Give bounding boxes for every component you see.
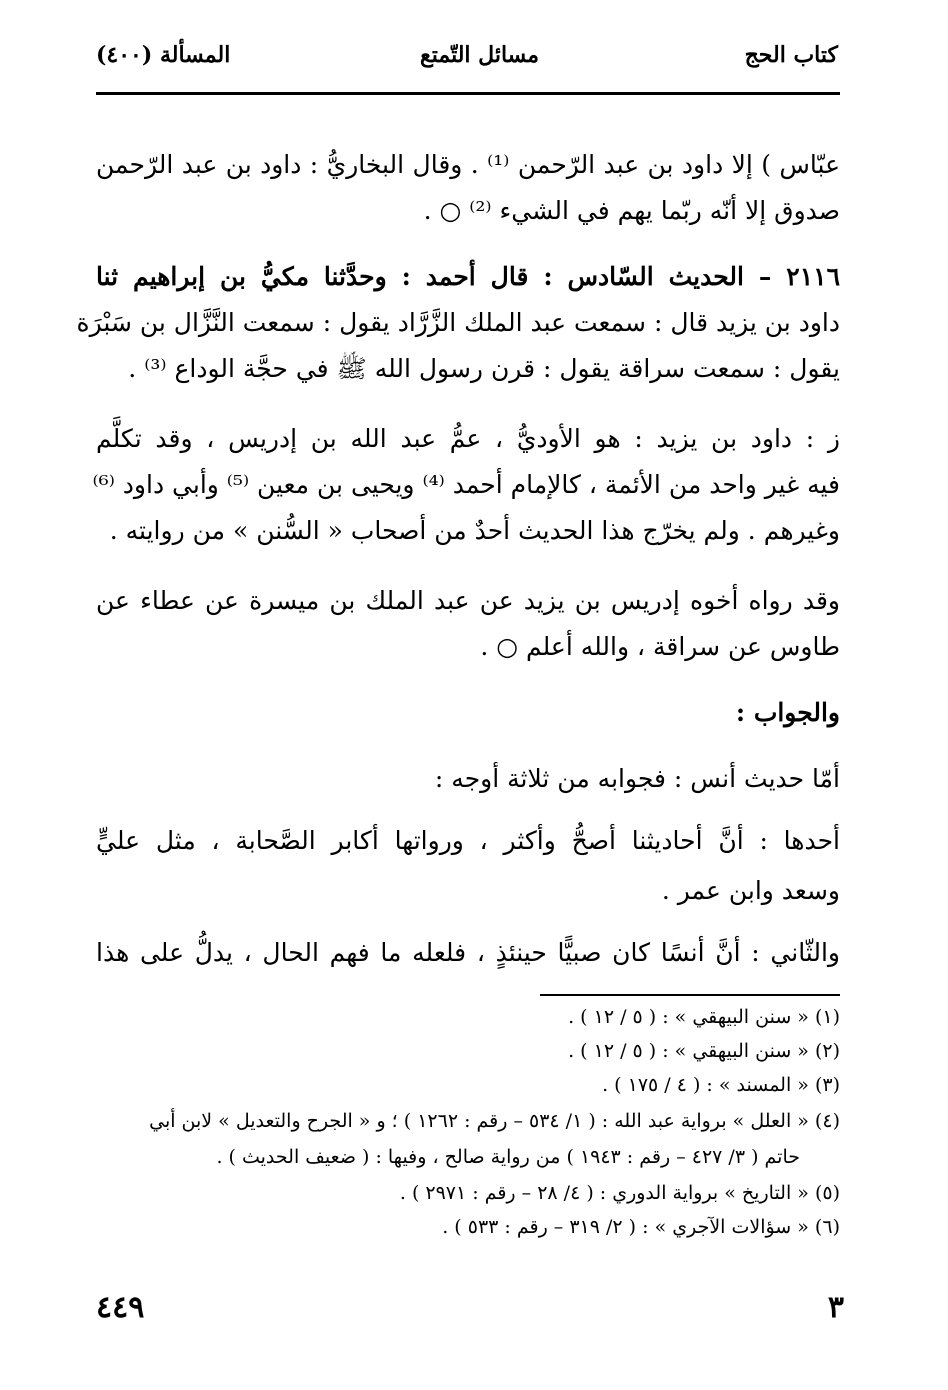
footnote: (٣) « المسند » : ( ٤ / ١٧٥ ) . <box>602 1074 840 1096</box>
body-line: طاوس عن سراقة ، والله أعلم ○ . <box>480 632 840 661</box>
page-number-right: ٣ <box>827 1290 844 1325</box>
footnote-divider <box>540 994 840 996</box>
footnote: (٢) « سنن البيهقي » : ( ٥ / ١٢ ) . <box>568 1040 840 1062</box>
body-line: وغيرهم . ولم يخرّج هذا الحديث أحدٌ من أصحاب « السُّنن » من روايته . <box>109 516 840 545</box>
footnote-continuation: حاتم ( ٣/ ٤٢٧ – رقم : ١٩٤٣ ) من رواية صالح ، وفيها : ( ضعيف الحديث ) . <box>216 1146 800 1168</box>
body-line: داود بن يزيد قال : سمعت عبد الملك الزَّرَّاد يقول : سمعت النَّزَّال بن سَبْرَة <box>76 308 840 337</box>
running-header-chapter: مسائل التّمتع <box>420 42 540 68</box>
body-line: والجواب : <box>735 698 840 727</box>
body-line: صدوق إلا أنّه ربّما يهم في الشيء ⁽²⁾ ○ . <box>423 196 840 225</box>
body-line: أحدها : أنَّ أحاديثنا أصحُّ وأكثر ، ورواتها أكابر الصَّحابة ، مثل عليٍّ <box>96 826 840 855</box>
body-line: عبّاس ) إلا داود بن عبد الرّحمن ⁽¹⁾ . وقال البخاريُّ : داود بن عبد الرّحمن <box>96 150 840 179</box>
body-line: يقول : سمعت سراقة يقول : قرن رسول الله ﷺ في حجَّة الوداع ⁽³⁾ . <box>128 354 840 383</box>
body-line: ز : داود بن يزيد : هو الأوديُّ ، عمُّ عبد الله بن إدريس ، وقد تكلَّم <box>96 424 840 453</box>
page-number-left: ٤٤٩ <box>96 1290 145 1325</box>
body-line: والثّاني : أنَّ أنسًا كان صبيًّا حينئذٍ ، فلعله ما فهم الحال ، يدلُّ على هذا <box>96 938 840 967</box>
footnote: (٦) « سؤالات الآجري » : ( ٢/ ٣١٩ – رقم : ٥٣٣ ) . <box>442 1216 840 1238</box>
running-header-issue: المسألة (٤٠٠) <box>96 42 231 68</box>
body-line: فيه غير واحد من الأئمة ، كالإمام أحمد ⁽⁴⁾ ويحيى بن معين ⁽⁵⁾ وأبي داود ⁽⁶⁾ <box>92 470 840 499</box>
body-line: أمّا حديث أنس : فجوابه من ثلاثة أوجه : <box>434 764 840 793</box>
body-line: وقد رواه أخوه إدريس بن يزيد عن عبد الملك بن ميسرة عن عطاء عن <box>96 586 840 615</box>
running-header-book: كتاب الحج <box>744 42 838 68</box>
body-line: ٢١١٦ – الحديث السّادس : قال أحمد : وحدَّثنا مكيُّ بن إبراهيم ثنا <box>96 262 840 291</box>
footnote: (٤) « العلل » برواية عبد الله : ( ١/ ٥٣٤ – رقم : ١٢٦٢ ) ؛ و « الجرح والتعديل » لابن أبي <box>149 1110 840 1132</box>
header-divider <box>96 92 840 95</box>
footnote: (٥) « التاريخ » برواية الدوري : ( ٤/ ٢٨ – رقم : ٢٩٧١ ) . <box>399 1182 840 1204</box>
body-line: وسعد وابن عمر . <box>661 876 840 905</box>
footnote: (١) « سنن البيهقي » : ( ٥ / ١٢ ) . <box>568 1006 840 1028</box>
